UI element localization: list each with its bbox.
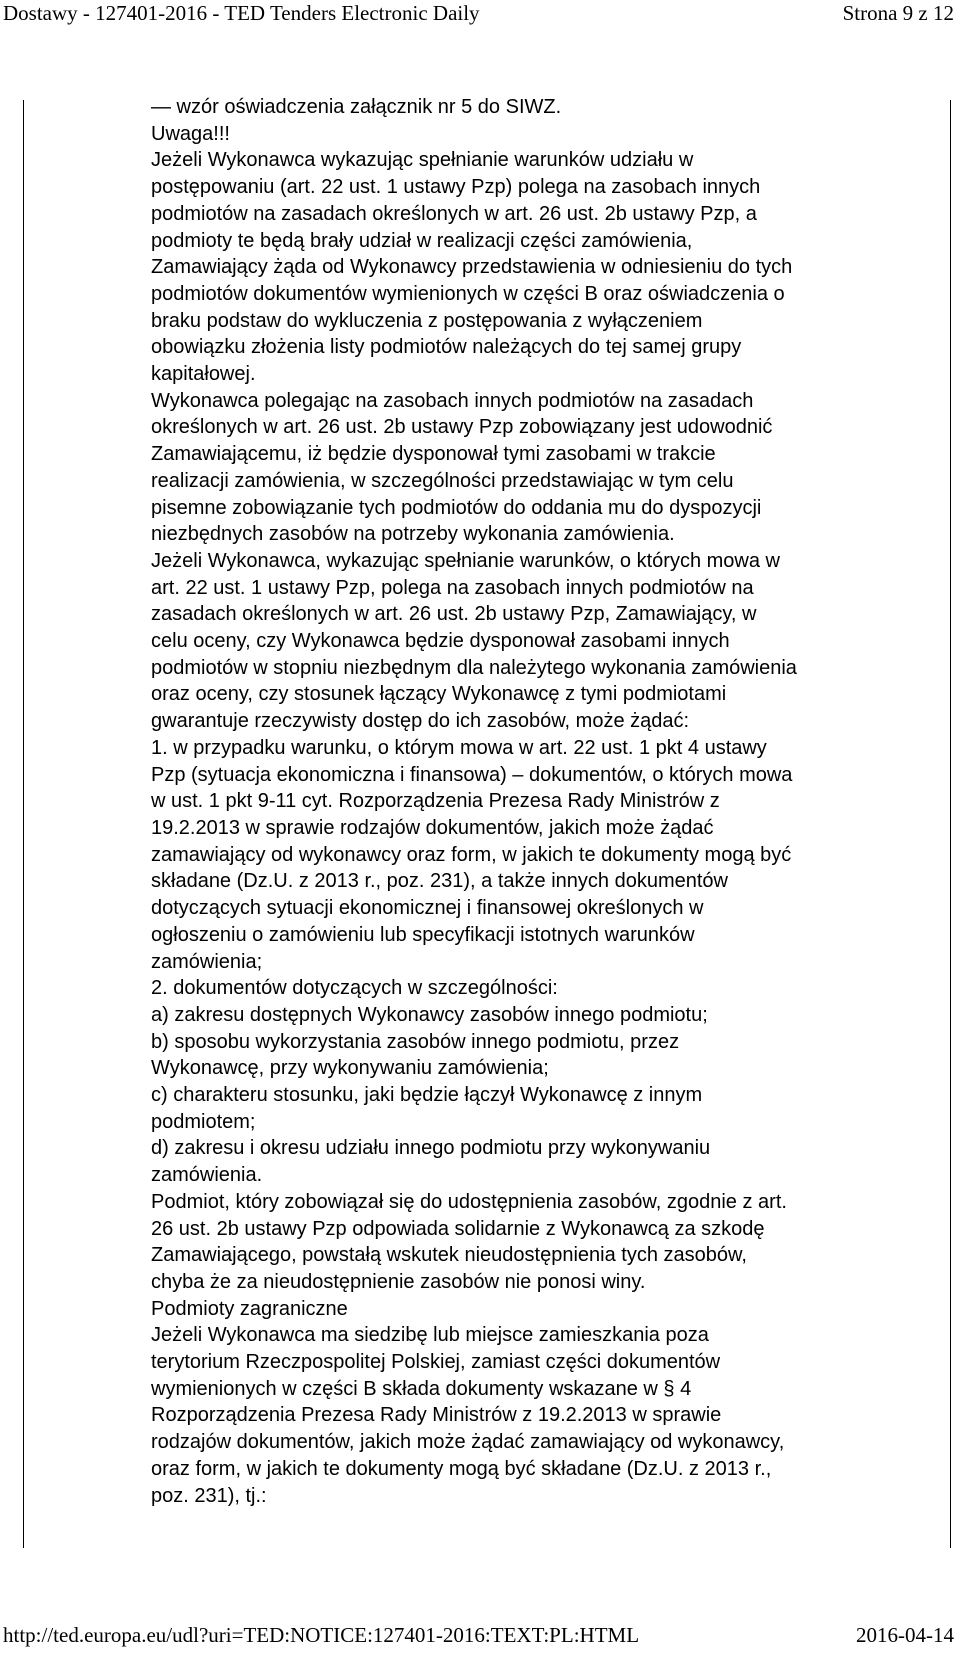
text-line: 2. dokumentów dotyczących w szczególności: [151, 977, 558, 1000]
text-line: Wykonawcę, przy wykonywaniu zamówienia; [151, 1057, 549, 1080]
text-line: ogłoszeniu o zamówieniu lub specyfikacji istotnych warunków [151, 923, 695, 946]
text-line: 1. w przypadku warunku, o którym mowa w art. 22 ust. 1 pkt 4 ustawy [151, 736, 767, 759]
text-line: w ust. 1 pkt 9-11 cyt. Rozporządzenia Prezesa Rady Ministrów z [151, 790, 720, 813]
text-line: 19.2.2013 w sprawie rodzajów dokumentów, jakich może żądać [151, 816, 714, 839]
text-line: gwarantuje rzeczywisty dostęp do ich zasobów, może żądać: [151, 710, 690, 733]
text-line: zamówienia; [151, 950, 263, 973]
text-line: podmioty te będą brały udział w realizacji części zamówienia, [151, 229, 693, 252]
right-border-line [950, 100, 951, 1548]
text-line: obowiązku złożenia listy podmiotów należących do tej samej grupy [151, 336, 742, 359]
document-title: Dostawy - 127401-2016 - TED Tenders Electronic Daily [3, 1, 480, 25]
text-line: dotyczących sytuacji ekonomicznej i finansowej określonych w [151, 897, 704, 920]
text-line: postępowaniu (art. 22 ust. 1 ustawy Pzp) polega na zasobach innych [151, 176, 761, 199]
text-line: Uwaga!!! [151, 122, 230, 145]
text-line: realizacji zamówienia, w szczególności przedstawiając w tym celu [151, 469, 734, 492]
text-line: Jeżeli Wykonawca wykazując spełnianie warunków udziału w [151, 149, 694, 172]
text-line: — wzór oświadczenia załącznik nr 5 do SIWZ. [151, 96, 562, 118]
text-line: Pzp (sytuacja ekonomiczna i finansowa) – dokumentów, o których mowa [151, 763, 793, 786]
source-url: http://ted.europa.eu/udl?uri=TED:NOTICE:127401-2016:TEXT:PL:HTML [3, 1623, 640, 1647]
text-line: a) zakresu dostępnych Wykonawcy zasobów innego podmiotu; [151, 1003, 708, 1026]
text-line: niezbędnych zasobów na potrzeby wykonania zamówienia. [151, 523, 675, 546]
text-line: zasadach określonych w art. 26 ust. 2b ustawy Pzp, Zamawiający, w [151, 603, 757, 626]
text-line: 26 ust. 2b ustawy Pzp odpowiada solidarnie z Wykonawcą za szkodę [151, 1217, 765, 1240]
text-line: rodzajów dokumentów, jakich może żądać zamawiający od wykonawcy, [151, 1431, 785, 1454]
text-line: zamówienia. [151, 1164, 263, 1187]
text-line: Jeżeli Wykonawca ma siedzibę lub miejsce zamieszkania poza [151, 1324, 709, 1347]
text-line: b) sposobu wykorzystania zasobów innego podmiotu, przez [151, 1030, 680, 1053]
text-line: c) charakteru stosunku, jaki będzie łączył Wykonawcę z innym [151, 1084, 703, 1107]
document-body [151, 94, 931, 1509]
text-line: Zamawiającemu, iż będzie dysponował tymi zasobami w trakcie [151, 443, 716, 466]
text-line: określonych w art. 26 ust. 2b ustawy Pzp zobowiązany jest udowodnić [151, 416, 773, 439]
text-line: art. 22 ust. 1 ustawy Pzp, polega na zasobach innych podmiotów na [151, 576, 754, 599]
text-line: Zamawiającego, powstałą wskutek nieudostępnienia tych zasobów, [151, 1244, 747, 1267]
text-line: poz. 231), tj.: [151, 1484, 267, 1507]
text-line: braku podstaw do wykluczenia z postępowania z wyłączeniem [151, 309, 703, 332]
text-line: chyba że za nieudostępnienie zasobów nie ponosi winy. [151, 1270, 646, 1293]
text-line: Zamawiający żąda od Wykonawcy przedstawienia w odniesieniu do tych [151, 256, 793, 279]
page-header [0, 0, 960, 30]
text-line: składane (Dz.U. z 2013 r., poz. 231), a także innych dokumentów [151, 870, 728, 893]
text-line: d) zakresu i okresu udziału innego podmiotu przy wykonywaniu [151, 1137, 711, 1160]
text-line: oraz oceny, czy stosunek łączący Wykonawcę z tymi podmiotami [151, 683, 727, 706]
text-line: Jeżeli Wykonawca, wykazując spełnianie warunków, o których mowa w [151, 549, 780, 572]
text-line: podmiotem; [151, 1110, 256, 1133]
text-line: podmiotów dokumentów wymienionych w części B oraz oświadczenia o [151, 282, 785, 305]
left-border-line [23, 100, 24, 1548]
text-line: wymienionych w części B składa dokumenty wskazane w § 4 [151, 1377, 692, 1400]
text-line: Podmiot, który zobowiązał się do udostępnienia zasobów, zgodnie z art. [151, 1190, 787, 1213]
print-date: 2016-04-14 [856, 1623, 954, 1647]
page-number: Strona 9 z 12 [842, 1, 954, 25]
text-line: Wykonawca polegając na zasobach innych podmiotów na zasadach [151, 389, 754, 412]
text-line: zamawiający od wykonawcy oraz form, w jakich te dokumenty mogą być [151, 843, 792, 866]
text-line: podmiotów w stopniu niezbędnym dla należytego wykonania zamówienia [151, 656, 797, 679]
text-line: pisemne zobowiązanie tych podmiotów do oddania mu do dyspozycji [151, 496, 762, 519]
text-line: Rozporządzenia Prezesa Rady Ministrów z 19.2.2013 w sprawie [151, 1404, 722, 1427]
text-line: Podmioty zagraniczne [151, 1297, 348, 1320]
text-line: terytorium Rzeczpospolitej Polskiej, zamiast części dokumentów [151, 1351, 721, 1374]
text-line: celu oceny, czy Wykonawca będzie dysponował zasobami innych [151, 630, 730, 653]
page-footer [0, 1622, 960, 1654]
text-line: podmiotów na zasadach określonych w art. 26 ust. 2b ustawy Pzp, a [151, 202, 757, 225]
text-line: oraz form, w jakich te dokumenty mogą być składane (Dz.U. z 2013 r., [151, 1457, 772, 1480]
text-line: kapitałowej. [151, 363, 256, 386]
